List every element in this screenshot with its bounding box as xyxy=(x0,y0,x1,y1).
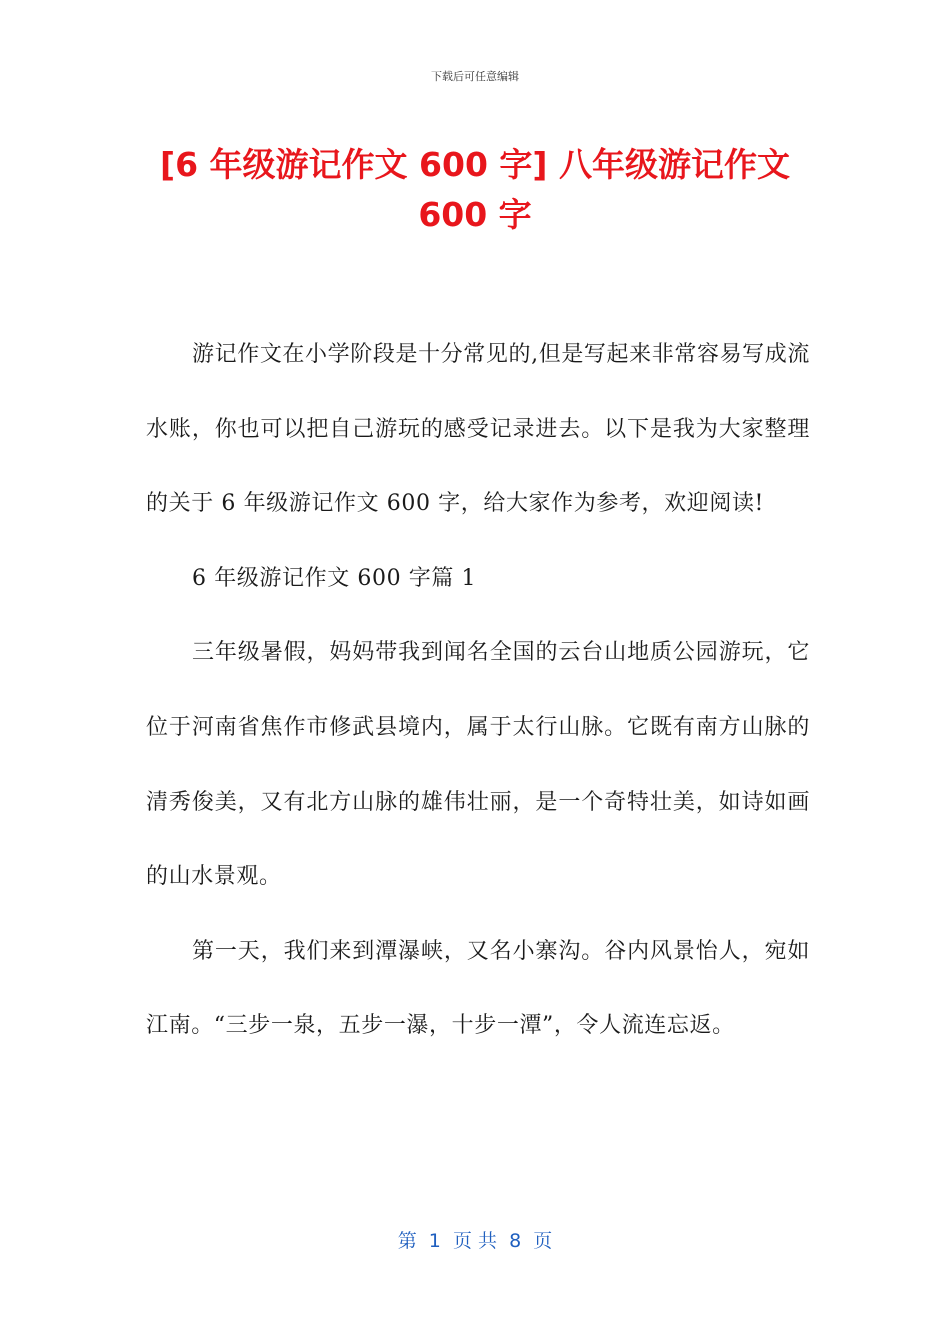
title-line-1: [6 年级游记作文 600 字] 八年级游记作文 xyxy=(160,145,790,184)
document-title xyxy=(120,140,830,240)
title-line-2: 600 字 xyxy=(418,195,532,234)
section-heading: 6 年级游记作文 600 字篇 1 xyxy=(192,565,477,591)
body-paragraph: 第一天，我们来到潭瀑峡，又名小寨沟。谷内风景怡人，宛如江南。“三步一泉，五步一瀑，十步一潭”，令人流连忘返。 xyxy=(146,938,810,1039)
page-footer: 第 1 页 共 8 页 xyxy=(397,1230,553,1252)
intro-paragraph: 游记作文在小学阶段是十分常见的,但是写起来非常容易写成流水账，你也可以把自己游玩的感受记录进去。以下是我为大家整理的关于 6 年级游记作文 600 字，给大家作为参考，欢迎阅读! xyxy=(146,342,810,517)
header-note: 下载后可任意编辑 xyxy=(431,70,519,83)
body-paragraph: 三年级暑假，妈妈带我到闻名全国的云台山地质公园游玩，它位于河南省焦作市修武县境内，属于太行山脉。它既有南方山脉的清秀俊美，又有北方山脉的雄伟壮丽，是一个奇特壮美，如诗如画的山水景观。 xyxy=(146,640,810,890)
document-body xyxy=(146,318,810,1064)
